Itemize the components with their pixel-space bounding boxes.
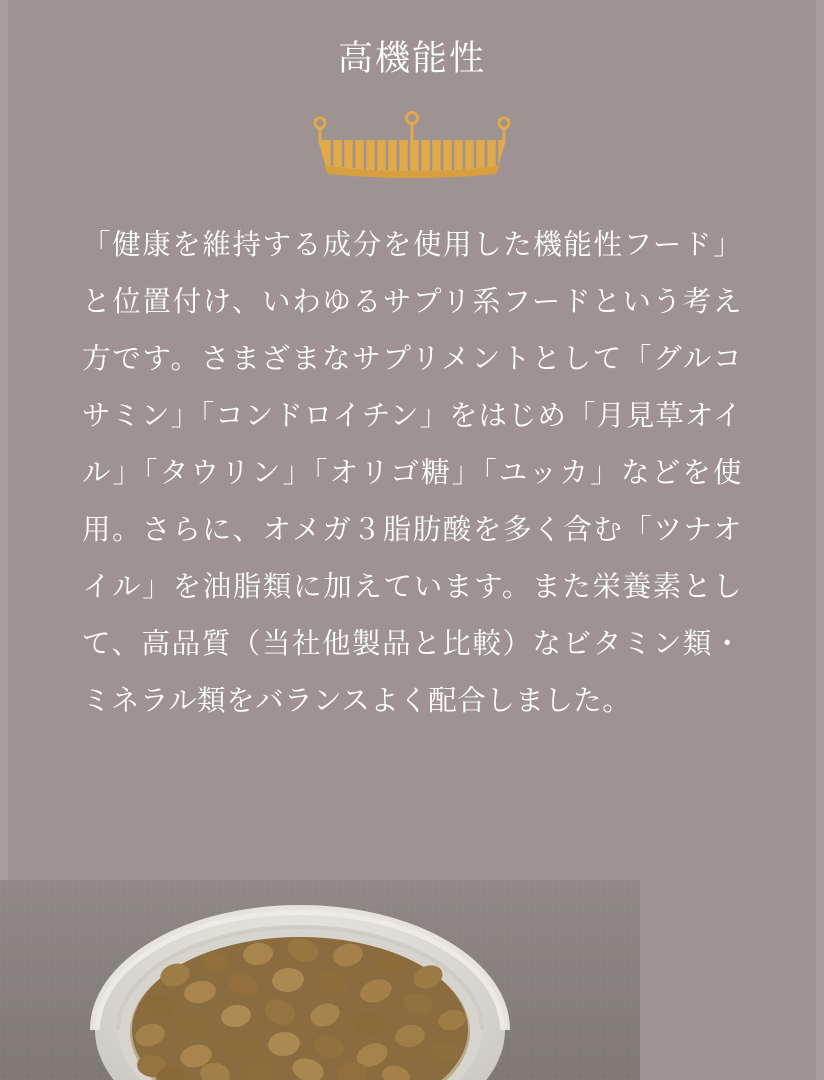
ornament bbox=[82, 100, 742, 188]
body-paragraph: 「健康を維持する成分を使用した機能性フード」と位置付け、いわゆるサプリ系フードという考え方です。さまざまなサプリメントとして「グルコサミン」「コンドロイチン」をはじめ「月見草オイル」「タウリン」「オリゴ糖」「ユッカ」などを使用。さらに、オメガ３脂肪酸を多く含む「ツナオイル」を油脂類に加えています。また栄養素として、高品質（当社他製品と比較）なビタミン類・ミネラル類をバランスよく配合しました。 bbox=[82, 228, 742, 717]
dog-food-bowl-photo bbox=[0, 880, 640, 1080]
page-title: 高機能性 bbox=[337, 39, 486, 79]
crown-icon bbox=[312, 110, 512, 188]
